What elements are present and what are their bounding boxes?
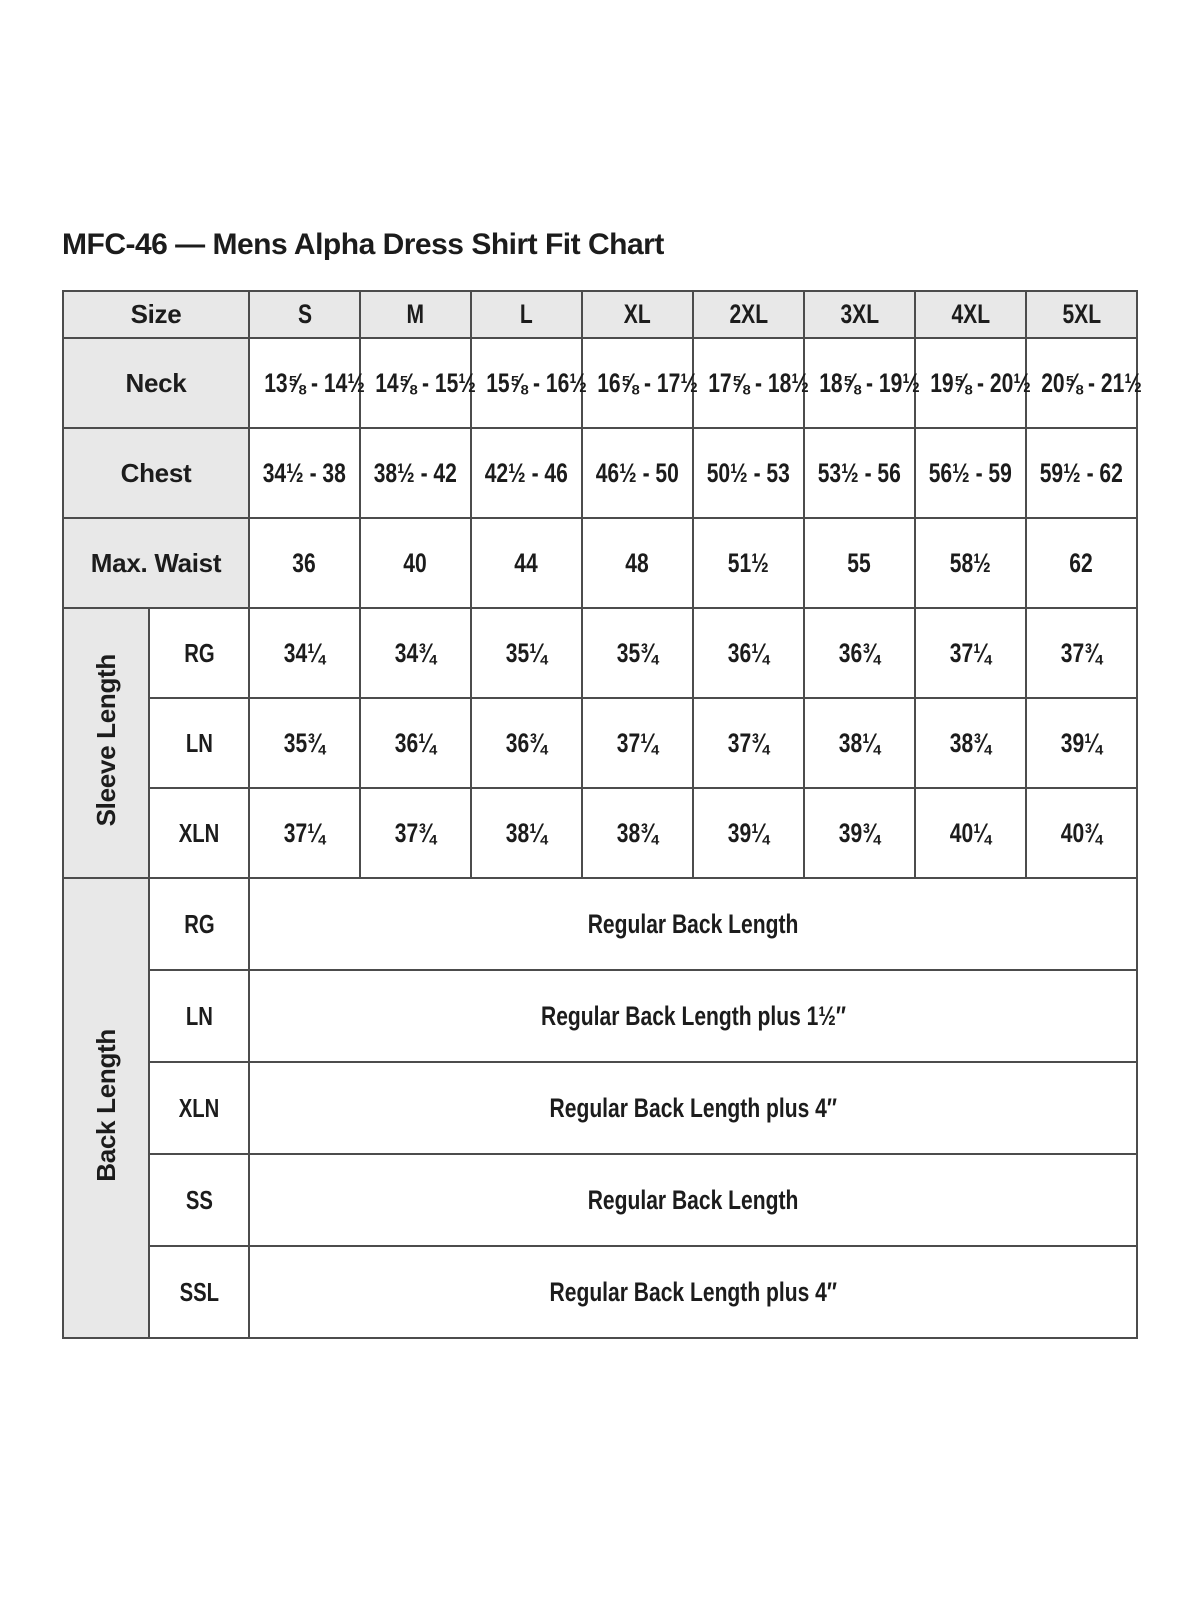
header-row [63,291,1137,338]
size-col-header-5xl: 5XL [1026,291,1137,338]
neck-value-cell: 15⅝ - 16½ [471,338,582,428]
sleeve-xln-row [63,788,1137,878]
sleeve-rg-value-cell: 36¾ [804,608,915,698]
chest-value-cell: 38½ - 42 [360,428,471,518]
page-title: MFC-46 — Mens Alpha Dress Shirt Fit Chart [62,228,664,261]
neck-label: Neck [63,338,249,428]
sleeve-xln-value-cell: 38¼ [471,788,582,878]
size-col-header-3xl: 3XL [804,291,915,338]
sleeve-xln-value-cell: 38¾ [582,788,693,878]
chest-label: Chest [63,428,249,518]
sleeve-rg-label: RG [149,608,249,698]
sleeve-ln-value-cell: 37¾ [693,698,804,788]
sleeve-ln-value-cell: 37¼ [582,698,693,788]
back-ln-label: LN [149,970,249,1062]
size-col-header-xl: XL [582,291,693,338]
sleeve-rg-value-cell: 36¼ [693,608,804,698]
back-xln-label: XLN [149,1062,249,1154]
sleeve-rg-row [63,608,1137,698]
sleeve-rg-value-cell: 34¾ [360,608,471,698]
back-xln-value-cell: Regular Back Length plus 4″ [249,1062,1137,1154]
size-header-cell: Size [63,291,249,338]
neck-value-cell: 14⅝ - 15½ [360,338,471,428]
neck-row [63,338,1137,428]
neck-value-cell: 17⅝ - 18½ [693,338,804,428]
sleeve-rg-value-cell: 35¾ [582,608,693,698]
sleeve-rg-value-cell: 37¾ [1026,608,1137,698]
back-ssl-value-cell: Regular Back Length plus 4″ [249,1246,1137,1338]
sleeve-xln-value-cell: 39¼ [693,788,804,878]
max-waist-row [63,518,1137,608]
sleeve-length-group-label: Sleeve Length [63,608,149,878]
sleeve-ln-value-cell: 38¼ [804,698,915,788]
chest-value-cell: 50½ - 53 [693,428,804,518]
sleeve-ln-value-cell: 36¼ [360,698,471,788]
size-col-header-2xl: 2XL [693,291,804,338]
max-waist-value-cell: 40 [360,518,471,608]
back-ss-row [63,1154,1137,1246]
neck-value-cell: 20⅝ - 21½ [1026,338,1137,428]
sleeve-ln-value-cell: 38¾ [915,698,1026,788]
sleeve-xln-value-cell: 37¾ [360,788,471,878]
sleeve-ln-value-cell: 35¾ [249,698,360,788]
back-rg-value-cell: Regular Back Length [249,878,1137,970]
sleeve-xln-value-cell: 39¾ [804,788,915,878]
max-waist-value-cell: 55 [804,518,915,608]
sleeve-xln-label: XLN [149,788,249,878]
max-waist-value-cell: 48 [582,518,693,608]
fit-chart-table [62,290,1142,1339]
sleeve-ln-row [63,698,1137,788]
back-ln-row [63,970,1137,1062]
back-ssl-row [63,1246,1137,1338]
chest-value-cell: 59½ - 62 [1026,428,1137,518]
back-rg-row [63,878,1137,970]
back-rg-label: RG [149,878,249,970]
back-length-group-label: Back Length [63,878,149,1338]
back-ss-label: SS [149,1154,249,1246]
max-waist-label: Max. Waist [63,518,249,608]
back-xln-row [63,1062,1137,1154]
chest-value-cell: 46½ - 50 [582,428,693,518]
max-waist-value-cell: 62 [1026,518,1137,608]
sleeve-xln-value-cell: 40¾ [1026,788,1137,878]
chest-value-cell: 53½ - 56 [804,428,915,518]
back-ss-value-cell: Regular Back Length [249,1154,1137,1246]
size-col-header-l: L [471,291,582,338]
chest-value-cell: 56½ - 59 [915,428,1026,518]
size-col-header-m: M [360,291,471,338]
sleeve-xln-value-cell: 37¼ [249,788,360,878]
sleeve-rg-value-cell: 34¼ [249,608,360,698]
sleeve-ln-value-cell: 39¼ [1026,698,1137,788]
sleeve-xln-value-cell: 40¼ [915,788,1026,878]
neck-value-cell: 16⅝ - 17½ [582,338,693,428]
neck-value-cell: 18⅝ - 19½ [804,338,915,428]
sleeve-ln-value-cell: 36¾ [471,698,582,788]
chest-row [63,428,1137,518]
size-col-header-4xl: 4XL [915,291,1026,338]
max-waist-value-cell: 58½ [915,518,1026,608]
max-waist-value-cell: 44 [471,518,582,608]
chest-value-cell: 42½ - 46 [471,428,582,518]
chest-value-cell: 34½ - 38 [249,428,360,518]
size-col-header-s: S [249,291,360,338]
max-waist-value-cell: 36 [249,518,360,608]
sleeve-rg-value-cell: 37¼ [915,608,1026,698]
sleeve-ln-label: LN [149,698,249,788]
max-waist-value-cell: 51½ [693,518,804,608]
sleeve-rg-value-cell: 35¼ [471,608,582,698]
neck-value-cell: 13⅝ - 14½ [249,338,360,428]
neck-value-cell: 19⅝ - 20½ [915,338,1026,428]
back-ln-value-cell: Regular Back Length plus 1½″ [249,970,1137,1062]
back-ssl-label: SSL [149,1246,249,1338]
